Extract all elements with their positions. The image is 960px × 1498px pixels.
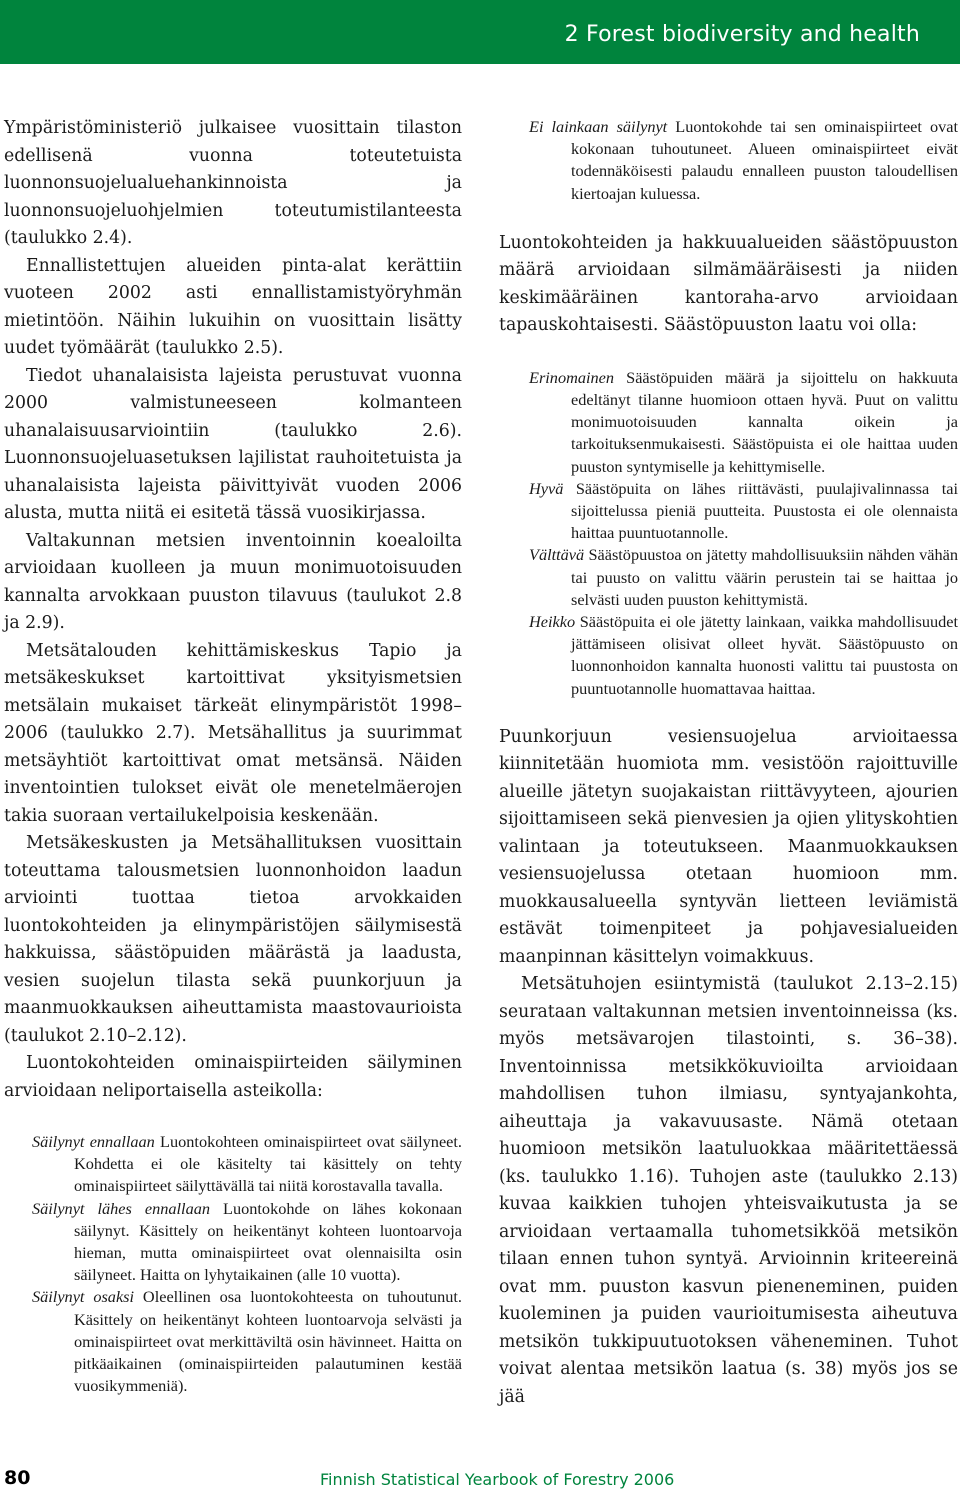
list-text: Säästöpuita ei ole jätetty lainkaan, vaikka mahdollisuudet jättämiseen olisivat olleet hyvät. Säästöpuusto on luonnonhoidon kannalta huonosti valittu tai puustosta on puuntuotannolle huomattavaa haittaa.: [571, 612, 958, 698]
preservation-scale-list: [4, 1131, 462, 1397]
paragraph: Metsätalouden kehittämiskeskus Tapio ja metsäkeskukset kartoittivat yksityismetsien metsälain mukaiset tärkeät elinympäristöt 1998–2006 (taulukko 2.7). Metsähallitus ja suurimmat metsäyhtiöt kartoittivat omat metsänsä. Näiden inventointien tulokset eivät ole menetelmäerojen takia suoraan vertailukelpoisia keskenään.: [4, 640, 462, 826]
preservation-scale-list-continued: [499, 116, 958, 205]
list-text: Säästöpuustoa on jätetty mahdollisuuksiin nähden vähän tai puusto on valittu väärin perustein tai se haittaa jo selvästi uuden puuston kehittymistä.: [571, 545, 958, 609]
list-term: Heikko: [529, 612, 576, 632]
page-number: 80: [4, 1467, 31, 1489]
list-text: Luontokohde on lähes kokonaan säilynyt. Käsittely on heikentänyt kohteen luontoarvoja hieman, mutta ominaispiirteet ovat olennaisilta osin säilyneet. Haitta on lyhytaikainen (alle 10 vuotta).: [74, 1198, 462, 1285]
left-column: [4, 115, 462, 1397]
list-item: [529, 544, 958, 611]
list-item: [529, 478, 958, 545]
paragraph: Luontokohteiden ja hakkuualueiden säästöpuuston määrä arvioidaan silmämääräisesti ja niiden keskimääräinen kantoraha-arvo arvioidaan tapauskohtaisesti. Säästöpuuston laatu voi olla:: [499, 232, 958, 336]
chapter-header-bar: [0, 0, 960, 64]
list-term: Hyvä: [529, 478, 564, 498]
list-text: Luontokohteen ominaispiirteet ovat säilyneet. Kohdetta ei ole käsitelty tai käsittely on tehty ominaispiirteet säilyttävällä tai niitä korostavalla tavalla.: [74, 1132, 462, 1196]
list-term: Välttävä: [529, 545, 585, 565]
paragraph: Metsäkeskusten ja Metsähallituksen vuosittain toteuttama talousmetsien luonnonhoidon laadun arviointi tuottaa tietoa arvokkaiden luontokohteiden ja elinympäristöjen säilymisestä hakkuissa, säästöpuiden määrästä ja laadusta, vesien suojelun tilasta sekä puunkorjuun ja maanmuokkauksen aiheuttamista maastovaurioista (taulukot 2.10–2.12).: [4, 833, 462, 1046]
list-term: Säilynyt ennallaan: [32, 1132, 155, 1151]
list-text: Säästöpuiden määrä ja sijoittelu on hakkuuta edeltänyt tilanne huomioon ottaen hyvä. Puut on valittu monimuotoisuuden kannalta oikein ja tarkoituksenmukaisesti. Säästöpuista ei ole haittaa uuden puuston syntymiselle ja kehittymiselle.: [571, 367, 958, 476]
list-term: Ei lainkaan säilynyt: [529, 117, 668, 136]
paragraph: Ympäristöministeriö julkaisee vuosittain tilaston edellisenä vuonna toteutetuista luonnonsuojelualuehankinnoista ja luonnonsuojeluohjelmien toteutumistilanteesta (taulukko 2.4).: [4, 118, 462, 248]
retention-tree-quality-list: [499, 367, 958, 700]
list-item: [32, 1198, 462, 1287]
list-item: [32, 1286, 462, 1397]
paragraph: Luontokohteiden ominaispiirteiden säilyminen arvioidaan neliportaisella asteikolla:: [4, 1053, 462, 1101]
list-text: Säästöpuita on lähes riittävästi, puulajivalinnassa tai sijoittelussa pieniä puutteita. Puustosta ei ole olennaista haittaa puuntuotannolle.: [563, 478, 958, 543]
list-text: Luontokohde tai sen ominaispiirteet ovat kokonaan tuhoutuneet. Alueen ominaispiirteet eivät todennäköisesti palaudu ennalleen puuston taloudellisen kiertoajan kuluessa.: [571, 117, 959, 203]
list-term: Säilynyt lähes ennallaan: [32, 1198, 210, 1218]
list-item: [529, 611, 958, 700]
paragraph: Ennallistettujen alueiden pinta-alat kerättiin vuoteen 2002 asti ennallistamistyöryhmän mietintöön. Näihin lukuihin on vuosittain lisätty uudet työmäärät (taulukko 2.5).: [4, 255, 462, 358]
chapter-title: 2 Forest biodiversity and health: [564, 22, 920, 47]
paragraph: Metsätuhojen esiintymistä (taulukot 2.13–2.15) seurataan valtakunnan metsien inventoinneissa (ks. myös metsävarojen tilastointi, s. 36–38). Inventoinnissa metsikkökuvioilta arvioidaan mahdollisen tuhon ilmiasu, syntyajankohta, aiheuttaja ja vakavuusaste. Nämä otetaan huomioon metsikön laatuluokkaa määritettäessä (ks. taulukko 1.16). Tuhojen aste (taulukko 2.13) kuvaa kaikkien tuhojen yhteisvaikutusta ja se arvioidaan vertaamalla tuhometsikköä metsikön tilaan ennen tuhon syntyä. Arvioinnin kriteereinä ovat mm. puuston kasvun pieneneminen, puiden kuoleminen ja puiden vaurioitumisesta aiheutuva metsikön tukkipuutuotoksen väheneminen. Tuhot voivat alentaa metsikön laatua (s. 38) myös jos se jää: [499, 974, 958, 1407]
list-term: Säilynyt osaksi: [32, 1287, 135, 1307]
paragraph: Puunkorjuun vesiensuojelua arvioitaessa kiinnitetään huomiota mm. vesistöön rajoittuville alueille jätetyn suojakaistan riittävyyteen, ajourien sijoittamiseen sekä pienvesien ja ojien ylityskohtien valintaan ja toteutukseen. Maanmuokkauksen vesiensuojelussa otetaan huomioon mm. muokkausalueella syntyvän lietteen leviämistä estävät toimenpiteet ja pohjavesialueiden maanpinnan käsittelyn voimakkuus.: [499, 726, 958, 967]
paragraph: Tiedot uhanalaisista lajeista perustuvat vuonna 2000 valmistuneeseen kolmanteen uhanalaisuusarviointiin (taulukko 2.6). Luonnonsuojeluasetuksen lajilistat rauhoitetuista ja uhanalaisista lajeista päivittyivät vuoden 2006 alusta, mutta niitä ei esitetä tässä vuosikirjassa.: [4, 365, 462, 523]
publication-title: Finnish Statistical Yearbook of Forestry 2006: [320, 1470, 675, 1489]
list-item: [529, 116, 958, 205]
list-term: Erinomainen: [529, 367, 615, 387]
paragraph: Valtakunnan metsien inventoinnin koealoilta arvioidaan kuolleen ja muun monimuotoisuuden kannalta arvokkaan puuston tilavuus (taulukot 2.8 ja 2.9).: [4, 530, 462, 633]
list-item: [32, 1131, 462, 1198]
list-text: Oleellinen osa luontokohteesta on tuhoutunut. Käsittely on heikentänyt kohteen luontoarvoja selvästi ja ominaispiirteet ovat merkittäviltä osin hävinneet. Haitta on pitkäaikainen (ominaispiirteiden palautuminen kestää vuosikymmeniä).: [74, 1287, 463, 1396]
right-column: [499, 116, 958, 1411]
list-item: [529, 367, 958, 478]
